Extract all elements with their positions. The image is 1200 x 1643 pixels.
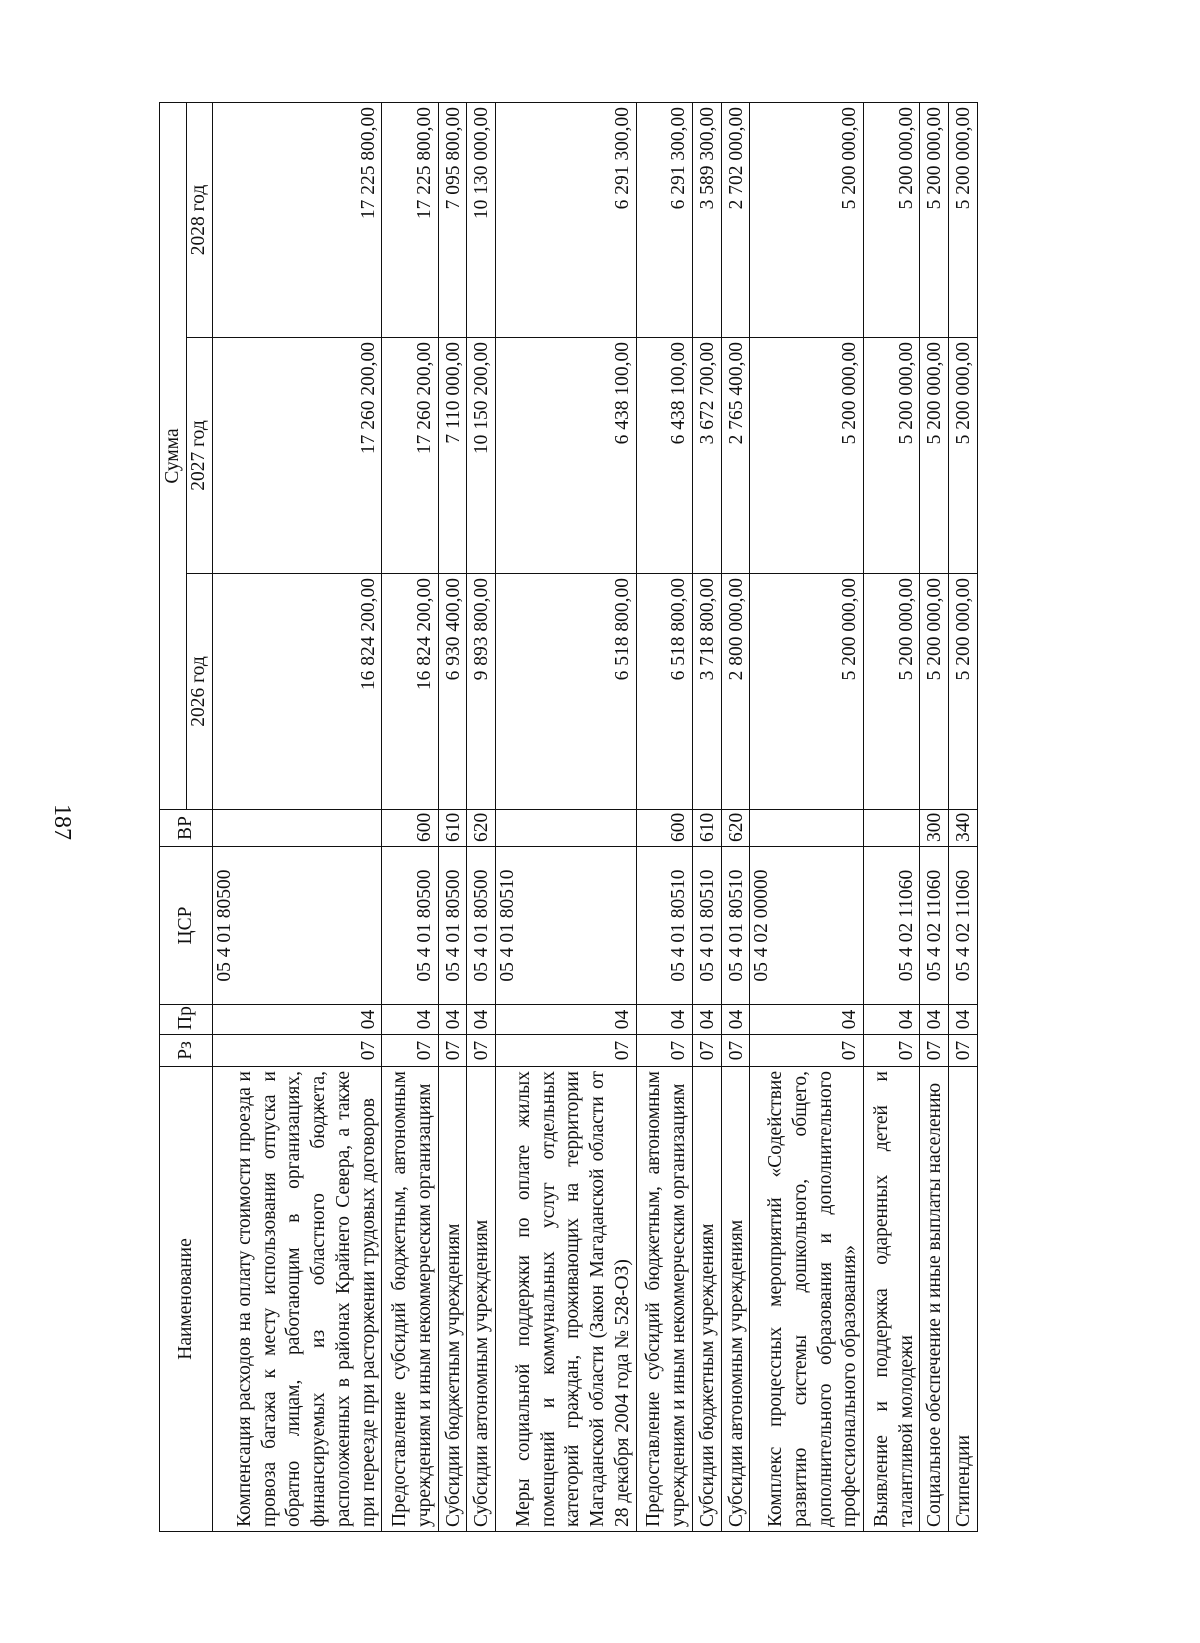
table-row bbox=[692, 103, 721, 1532]
row-csr: 05 4 02 11060 bbox=[920, 847, 949, 1005]
row-amount-2028: 17 225 800,00 bbox=[382, 103, 438, 338]
row-vr: 610 bbox=[438, 810, 467, 847]
header-2027: 2027 год bbox=[187, 338, 213, 574]
row-name: Компенсация расходов на оплату стоимости проезда и провоза багажа к месту использования отпуска и обратно лицам, работающим в организациях, финансируемых из областного бюджета, расположенных в районах Крайнего Севера, а также при переезде при расторжении трудовых договоров bbox=[212, 1067, 382, 1532]
rotated-table-container bbox=[159, 103, 978, 1532]
row-amount-2026: 3 718 800,00 bbox=[692, 574, 721, 810]
row-pr: 04 bbox=[438, 1005, 467, 1035]
row-name: Предоставление субсидий бюджетным, автономным учреждениям и иным некоммерческим организациям bbox=[382, 1067, 438, 1532]
table-row bbox=[864, 103, 920, 1532]
row-amount-2026: 2 800 000,00 bbox=[721, 574, 750, 810]
row-pr: 04 bbox=[636, 1005, 692, 1035]
row-amount-2026: 6 930 400,00 bbox=[438, 574, 467, 810]
row-rz: 07 bbox=[721, 1035, 750, 1067]
row-vr bbox=[212, 810, 382, 847]
row-amount-2026: 9 893 800,00 bbox=[467, 574, 496, 810]
row-amount-2027: 7 110 000,00 bbox=[438, 338, 467, 574]
row-csr: 05 4 02 11060 bbox=[949, 847, 978, 1005]
row-rz: 07 bbox=[212, 1035, 382, 1067]
row-pr: 04 bbox=[496, 1005, 637, 1035]
budget-table bbox=[159, 102, 978, 1532]
row-name: Субсидии автономным учреждениям bbox=[721, 1067, 750, 1532]
header-csr: ЦСР bbox=[160, 847, 213, 1005]
row-rz: 07 bbox=[496, 1035, 637, 1067]
row-vr: 610 bbox=[692, 810, 721, 847]
row-csr: 05 4 01 80510 bbox=[692, 847, 721, 1005]
row-amount-2026: 6 518 800,00 bbox=[636, 574, 692, 810]
row-amount-2027: 6 438 100,00 bbox=[636, 338, 692, 574]
row-amount-2027: 17 260 200,00 bbox=[382, 338, 438, 574]
row-pr: 04 bbox=[212, 1005, 382, 1035]
header-2028: 2028 год bbox=[187, 103, 213, 338]
row-amount-2028: 2 702 000,00 bbox=[721, 103, 750, 338]
row-rz: 07 bbox=[920, 1035, 949, 1067]
row-pr: 04 bbox=[949, 1005, 978, 1035]
row-name: Социальное обеспечение и иные выплаты населению bbox=[920, 1067, 949, 1532]
header-sum: Сумма bbox=[160, 103, 187, 810]
row-vr: 300 bbox=[920, 810, 949, 847]
row-rz: 07 bbox=[636, 1035, 692, 1067]
row-vr bbox=[750, 810, 864, 847]
row-amount-2027: 3 672 700,00 bbox=[692, 338, 721, 574]
row-amount-2026: 5 200 000,00 bbox=[949, 574, 978, 810]
row-amount-2028: 17 225 800,00 bbox=[212, 103, 382, 338]
row-csr: 05 4 02 11060 bbox=[864, 847, 920, 1005]
table-row bbox=[750, 103, 864, 1532]
row-name: Субсидии бюджетным учреждениям bbox=[692, 1067, 721, 1532]
row-csr: 05 4 01 80510 bbox=[721, 847, 750, 1005]
row-pr: 04 bbox=[692, 1005, 721, 1035]
row-rz: 07 bbox=[750, 1035, 864, 1067]
row-name: Комплекс процессных мероприятий «Содействие развитию системы дошкольного, общего, дополнительного образования и дополнительного профессионального образования» bbox=[750, 1067, 864, 1532]
table-row bbox=[636, 103, 692, 1532]
row-pr: 04 bbox=[382, 1005, 438, 1035]
table-body bbox=[212, 103, 977, 1532]
table-row bbox=[949, 103, 978, 1532]
row-amount-2026: 16 824 200,00 bbox=[382, 574, 438, 810]
row-name: Субсидии бюджетным учреждениям bbox=[438, 1067, 467, 1532]
row-rz: 07 bbox=[949, 1035, 978, 1067]
row-amount-2028: 6 291 300,00 bbox=[636, 103, 692, 338]
row-amount-2027: 5 200 000,00 bbox=[949, 338, 978, 574]
header-vr: ВР bbox=[160, 810, 213, 847]
row-amount-2028: 5 200 000,00 bbox=[750, 103, 864, 338]
row-vr bbox=[864, 810, 920, 847]
row-amount-2027: 5 200 000,00 bbox=[750, 338, 864, 574]
row-vr: 620 bbox=[467, 810, 496, 847]
row-vr: 340 bbox=[949, 810, 978, 847]
row-amount-2027: 5 200 000,00 bbox=[920, 338, 949, 574]
row-amount-2027: 5 200 000,00 bbox=[864, 338, 920, 574]
header-2026: 2026 год bbox=[187, 574, 213, 810]
row-rz: 07 bbox=[438, 1035, 467, 1067]
row-amount-2028: 3 589 300,00 bbox=[692, 103, 721, 338]
row-vr: 620 bbox=[721, 810, 750, 847]
row-pr: 04 bbox=[721, 1005, 750, 1035]
table-row bbox=[920, 103, 949, 1532]
row-amount-2026: 6 518 800,00 bbox=[496, 574, 637, 810]
row-csr: 05 4 02 00000 bbox=[750, 847, 864, 1005]
row-csr: 05 4 01 80500 bbox=[382, 847, 438, 1005]
table-row bbox=[212, 103, 382, 1532]
row-amount-2028: 5 200 000,00 bbox=[949, 103, 978, 338]
row-amount-2028: 6 291 300,00 bbox=[496, 103, 637, 338]
row-pr: 04 bbox=[750, 1005, 864, 1035]
row-amount-2027: 17 260 200,00 bbox=[212, 338, 382, 574]
row-csr: 05 4 01 80510 bbox=[636, 847, 692, 1005]
row-amount-2028: 5 200 000,00 bbox=[920, 103, 949, 338]
header-rz: Рз bbox=[160, 1035, 213, 1067]
row-vr: 600 bbox=[636, 810, 692, 847]
row-rz: 07 bbox=[864, 1035, 920, 1067]
row-pr: 04 bbox=[920, 1005, 949, 1035]
table-row bbox=[721, 103, 750, 1532]
row-name: Субсидии автономным учреждениям bbox=[467, 1067, 496, 1532]
row-amount-2026: 5 200 000,00 bbox=[864, 574, 920, 810]
table-row bbox=[438, 103, 467, 1532]
table-row bbox=[467, 103, 496, 1532]
row-csr: 05 4 01 80500 bbox=[212, 847, 382, 1005]
table-row bbox=[496, 103, 637, 1532]
page-number: 187 bbox=[49, 804, 75, 840]
row-amount-2027: 10 150 200,00 bbox=[467, 338, 496, 574]
row-amount-2028: 7 095 800,00 bbox=[438, 103, 467, 338]
row-csr: 05 4 01 80500 bbox=[438, 847, 467, 1005]
row-amount-2028: 10 130 000,00 bbox=[467, 103, 496, 338]
row-amount-2028: 5 200 000,00 bbox=[864, 103, 920, 338]
header-name: Наименование bbox=[160, 1067, 213, 1532]
header-pr: Пр bbox=[160, 1005, 213, 1035]
row-amount-2026: 5 200 000,00 bbox=[920, 574, 949, 810]
row-csr: 05 4 01 80510 bbox=[496, 847, 637, 1005]
row-vr: 600 bbox=[382, 810, 438, 847]
table-row bbox=[382, 103, 438, 1532]
row-pr: 04 bbox=[467, 1005, 496, 1035]
row-csr: 05 4 01 80500 bbox=[467, 847, 496, 1005]
row-rz: 07 bbox=[692, 1035, 721, 1067]
row-name: Меры социальной поддержки по оплате жилых помещений и коммунальных услуг отдельных категорий граждан, проживающих на территории Магаданской области (Закон Магаданской области от 28 декабря 2004 года № 528-ОЗ) bbox=[496, 1067, 637, 1532]
row-name: Стипендии bbox=[949, 1067, 978, 1532]
row-amount-2027: 6 438 100,00 bbox=[496, 338, 637, 574]
row-amount-2026: 5 200 000,00 bbox=[750, 574, 864, 810]
row-amount-2026: 16 824 200,00 bbox=[212, 574, 382, 810]
row-vr bbox=[496, 810, 637, 847]
row-name: Выявление и поддержка одаренных детей и талантливой молодежи bbox=[864, 1067, 920, 1532]
row-rz: 07 bbox=[382, 1035, 438, 1067]
row-pr: 04 bbox=[864, 1005, 920, 1035]
row-rz: 07 bbox=[467, 1035, 496, 1067]
row-amount-2027: 2 765 400,00 bbox=[721, 338, 750, 574]
row-name: Предоставление субсидий бюджетным, автономным учреждениям и иным некоммерческим организациям bbox=[636, 1067, 692, 1532]
